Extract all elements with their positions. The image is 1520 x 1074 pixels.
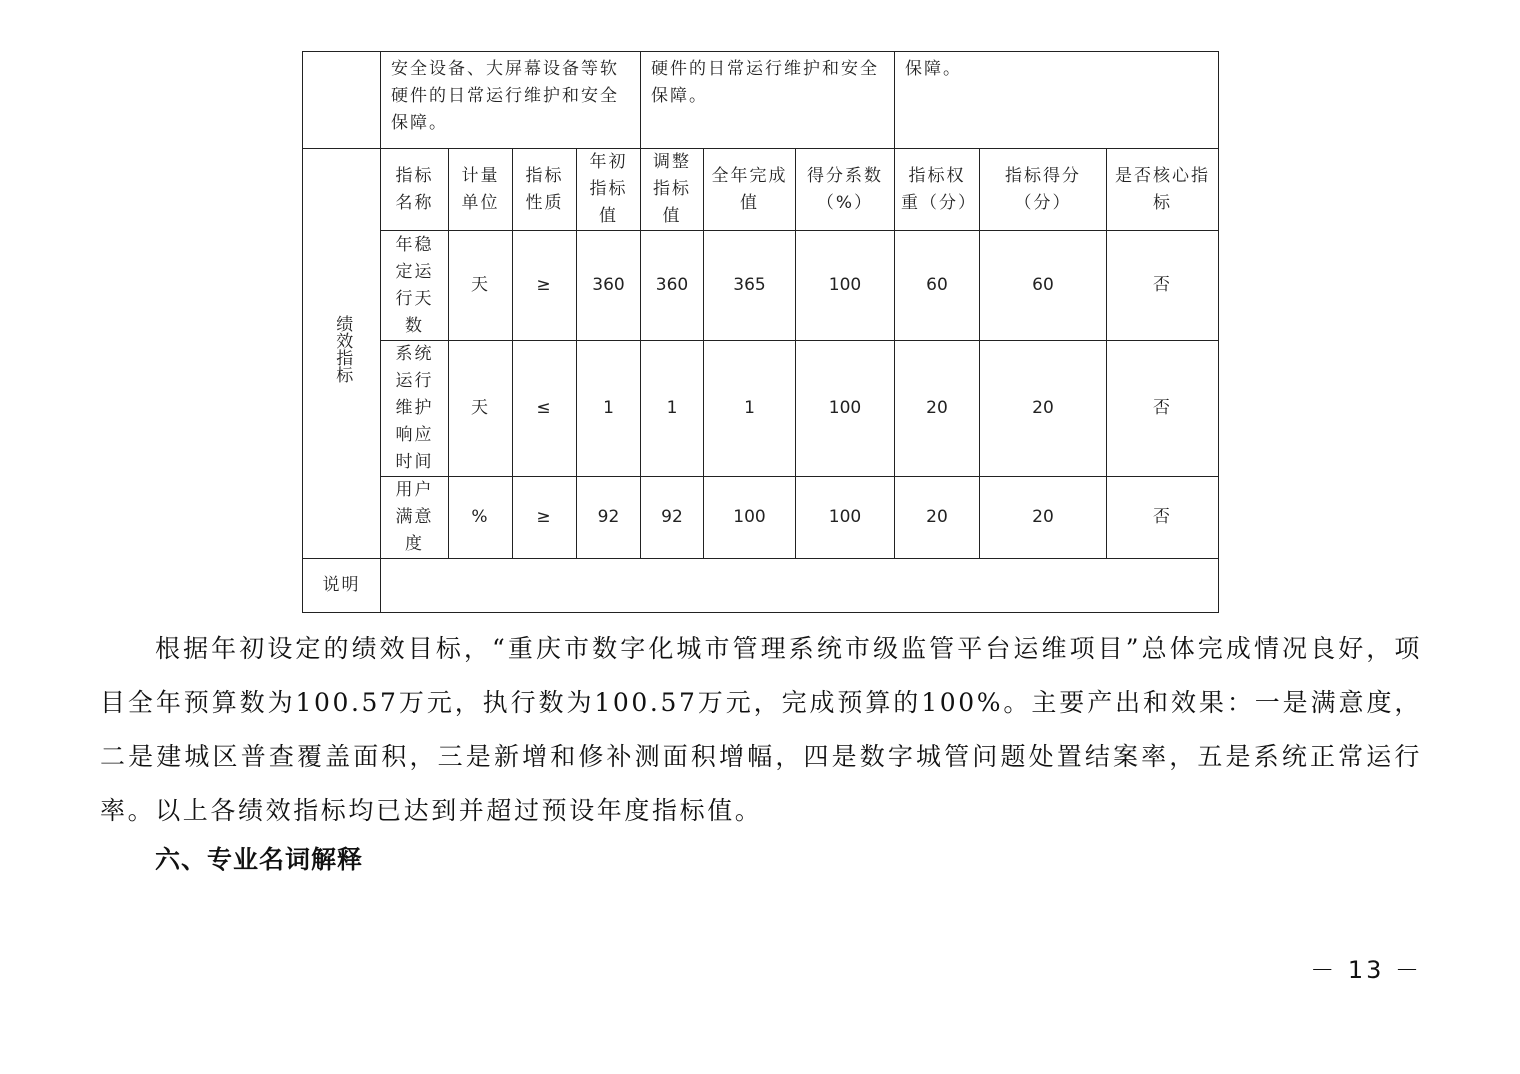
nature-cell: ≥ [513, 231, 577, 341]
indicator-name: 年稳定运行天数 [381, 231, 449, 341]
weight-cell: 60 [895, 231, 980, 341]
table-row [303, 477, 1219, 559]
core-cell: 否 [1107, 477, 1219, 559]
note-value [381, 559, 1219, 613]
header-cell: 得分系数（%） [796, 149, 895, 231]
unit-cell: % [449, 477, 513, 559]
header-cell: 指标得分（分） [980, 149, 1107, 231]
section-heading: 六、专业名词解释 [155, 845, 364, 874]
header-cell: 年初指标值 [577, 149, 641, 231]
table-cell-empty [303, 52, 381, 149]
section-label: 绩效指标 [332, 315, 353, 383]
top-row-cell-1: 安全设备、大屏幕设备等软硬件的日常运行维护和安全保障。 [381, 52, 641, 149]
actual-value-cell: 100 [704, 477, 796, 559]
actual-value-cell: 365 [704, 231, 796, 341]
core-cell: 否 [1107, 341, 1219, 477]
initial-value-cell: 92 [577, 477, 641, 559]
header-row [303, 149, 1219, 231]
adjusted-value-cell: 92 [641, 477, 704, 559]
nature-cell: ≥ [513, 477, 577, 559]
header-cell: 计量单位 [449, 149, 513, 231]
coefficient-cell: 100 [796, 341, 895, 477]
actual-value-cell: 1 [704, 341, 796, 477]
section-label-cell [303, 149, 381, 559]
core-cell: 否 [1107, 231, 1219, 341]
performance-table [302, 51, 1219, 613]
note-label: 说明 [303, 559, 381, 613]
top-row-cell-3: 保障。 [895, 52, 1219, 149]
indicator-name: 用户满意度 [381, 477, 449, 559]
unit-cell: 天 [449, 341, 513, 477]
coefficient-cell: 100 [796, 231, 895, 341]
adjusted-value-cell: 1 [641, 341, 704, 477]
header-cell: 是否核心指标 [1107, 149, 1219, 231]
page-number: － 13 － [1310, 956, 1422, 984]
weight-cell: 20 [895, 341, 980, 477]
indicator-name: 系统运行维护响应时间 [381, 341, 449, 477]
coefficient-cell: 100 [796, 477, 895, 559]
header-cell: 调整指标值 [641, 149, 704, 231]
header-cell: 指标权重（分） [895, 149, 980, 231]
top-row-cell-2: 硬件的日常运行维护和安全保障。 [641, 52, 895, 149]
initial-value-cell: 1 [577, 341, 641, 477]
score-cell: 20 [980, 341, 1107, 477]
unit-cell: 天 [449, 231, 513, 341]
header-cell: 指标名称 [381, 149, 449, 231]
note-row [303, 559, 1219, 613]
adjusted-value-cell: 360 [641, 231, 704, 341]
header-cell: 指标性质 [513, 149, 577, 231]
table-row [303, 341, 1219, 477]
weight-cell: 20 [895, 477, 980, 559]
score-cell: 20 [980, 477, 1107, 559]
initial-value-cell: 360 [577, 231, 641, 341]
header-cell: 全年完成值 [704, 149, 796, 231]
nature-cell: ≤ [513, 341, 577, 477]
summary-paragraph: 根据年初设定的绩效目标，“重庆市数字化城市管理系统市级监管平台运维项目”总体完成情况良好，项目全年预算数为100.57万元，执行数为100.57万元，完成预算的100%。主要产出和效果：一是满意度，二是建城区普查覆盖面积，三是新增和修补测面积增幅，四是数字城管问题处置结案率，五是系统正常运行率。以上各绩效指标均已达到并超过预设年度指标值。 [100, 634, 1422, 825]
table-row [303, 231, 1219, 341]
score-cell: 60 [980, 231, 1107, 341]
